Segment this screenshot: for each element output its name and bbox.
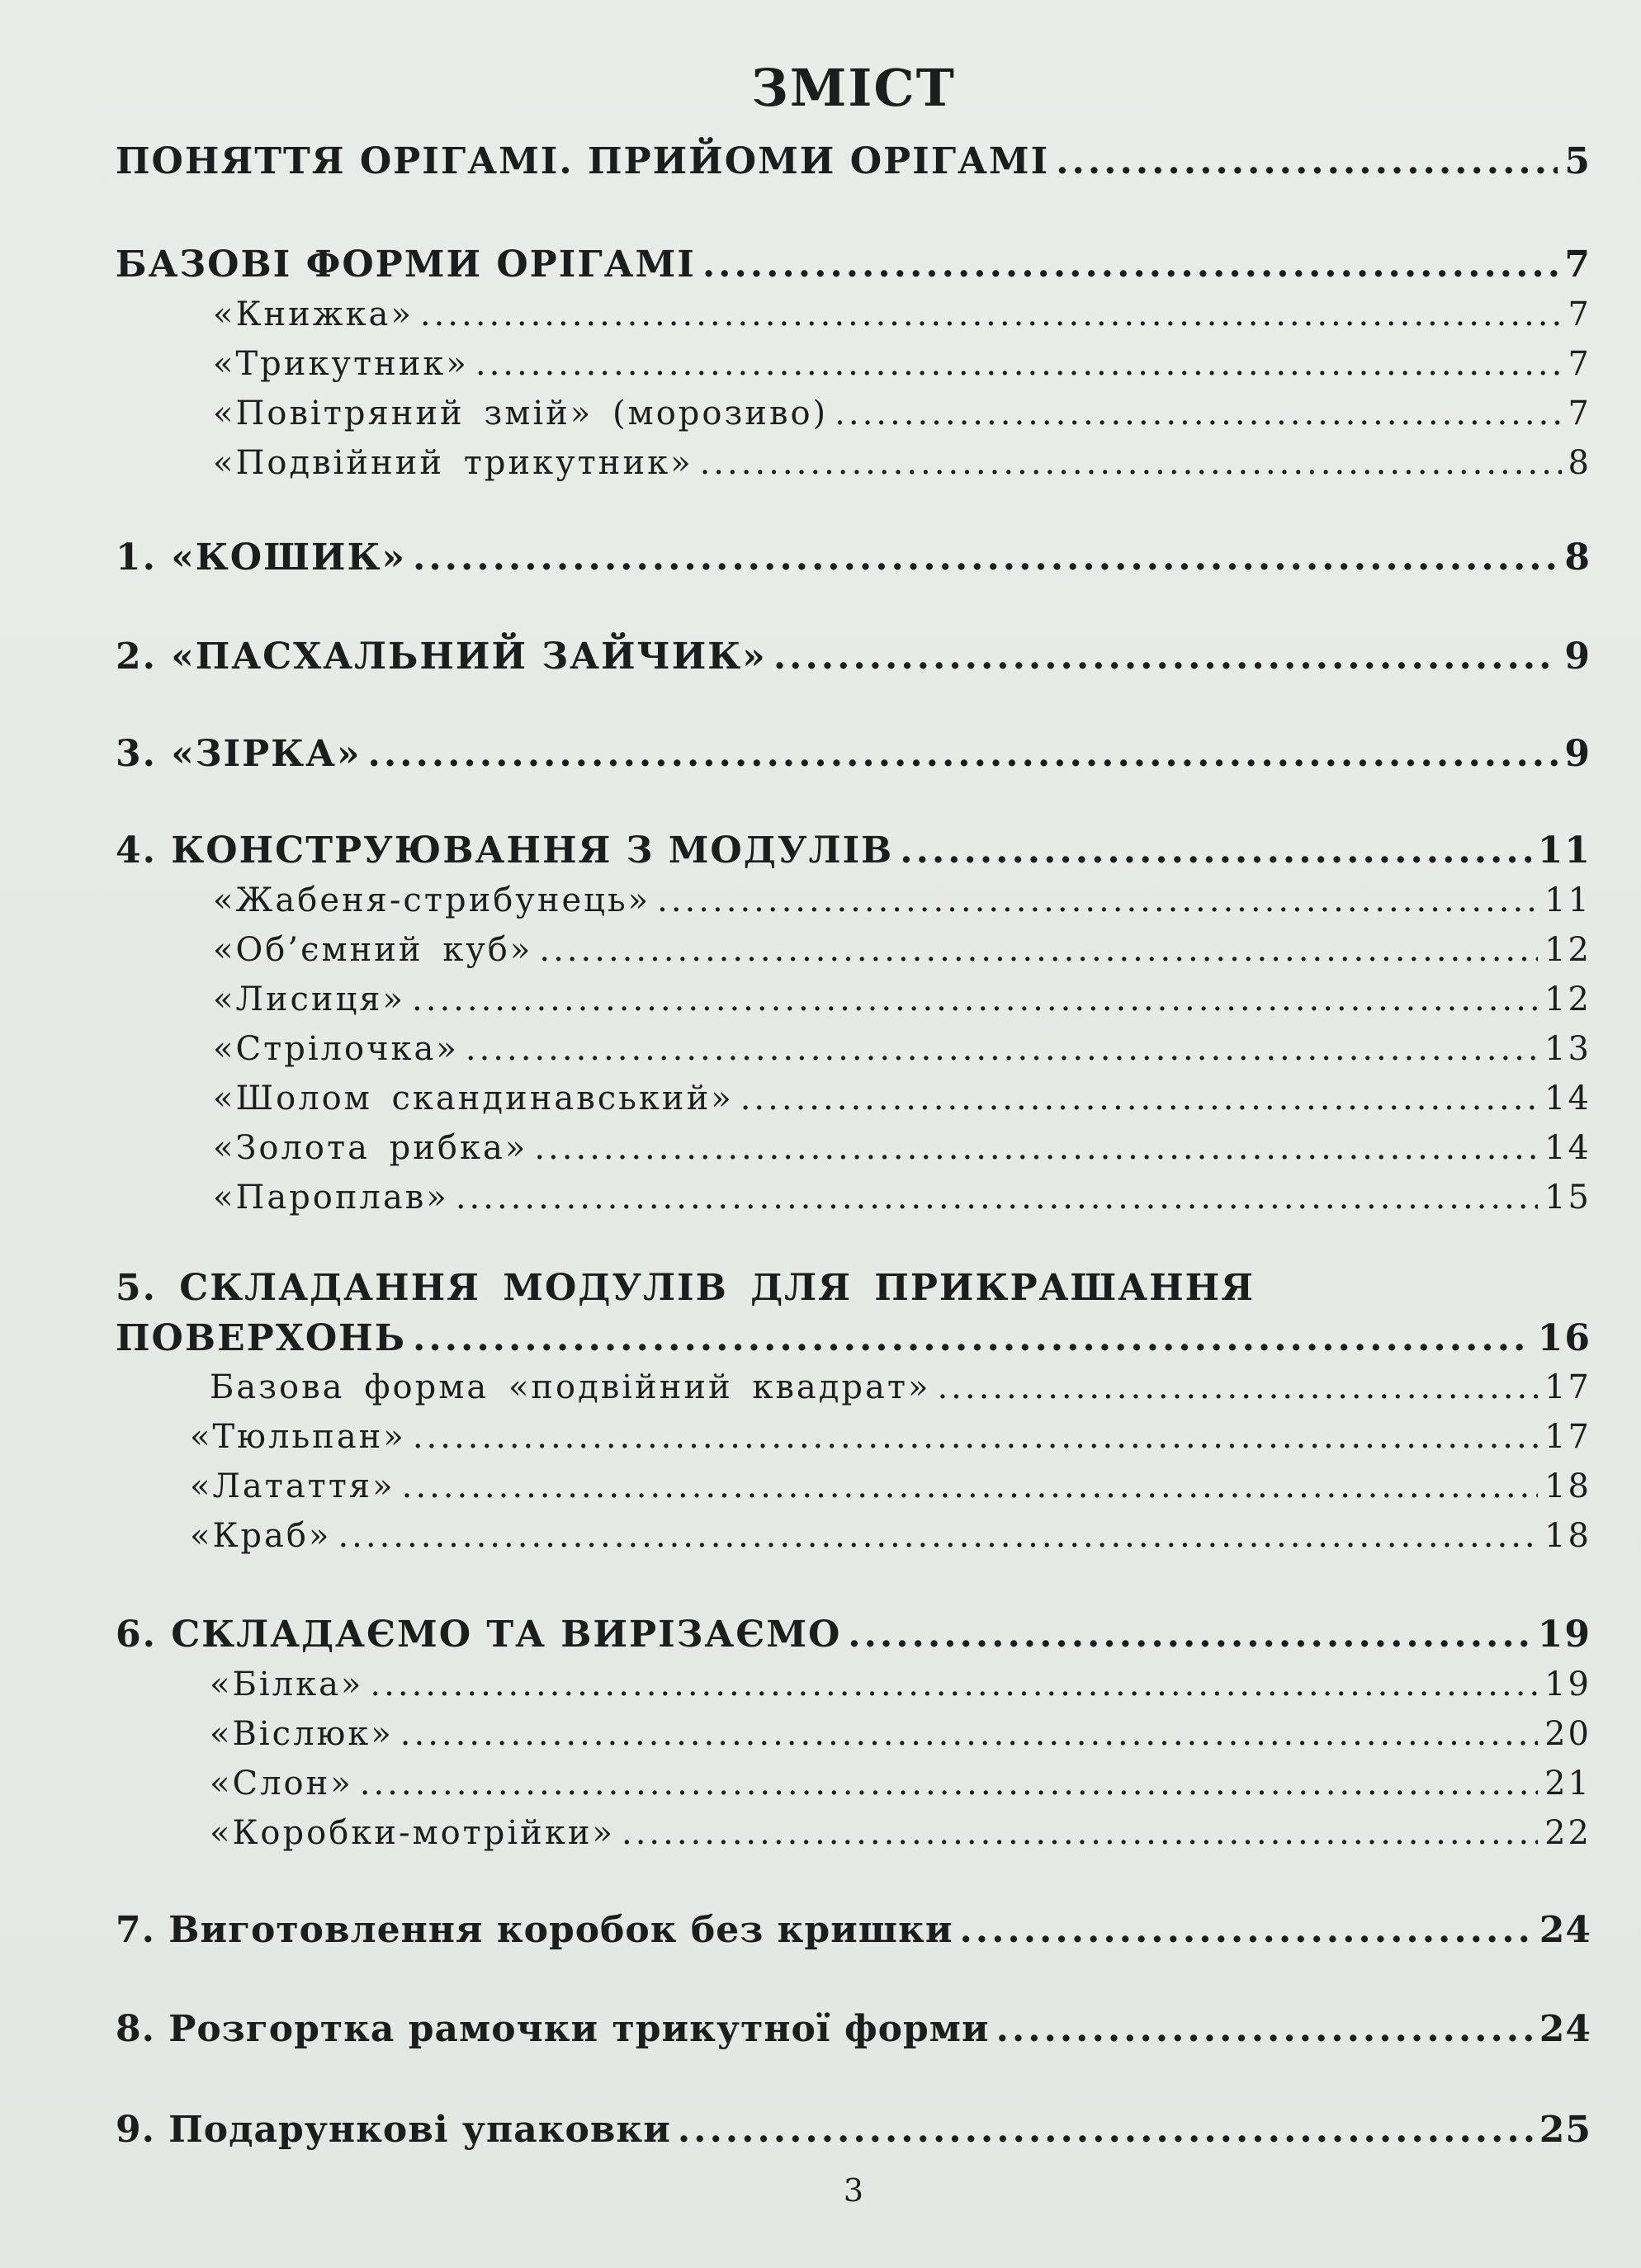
dot-leader	[900, 829, 1531, 872]
page-title: ЗМІСТ	[751, 58, 956, 118]
toc-entry-page: 20	[1544, 1715, 1591, 1753]
toc-entry-page: 14	[1544, 1080, 1591, 1117]
toc-entry-page: 11	[1544, 881, 1591, 919]
toc-entry-page: 12	[1544, 980, 1591, 1018]
toc-entry-page: 22	[1544, 1814, 1591, 1852]
toc-subentry	[213, 1030, 1591, 1068]
toc-subentry	[213, 881, 1591, 919]
dot-leader	[360, 1765, 1538, 1803]
toc-entry-page: 9	[1564, 636, 1591, 678]
toc-entry-page: 7	[1568, 295, 1591, 333]
toc-entry-page: 14	[1544, 1129, 1591, 1167]
toc-entry-page: 12	[1544, 931, 1591, 969]
toc-entry-page: 18	[1544, 1517, 1591, 1555]
dot-leader	[848, 1614, 1530, 1656]
toc-entry	[116, 243, 1591, 286]
toc-entry	[116, 636, 1591, 678]
toc-entry-label: «Трикутник»	[213, 345, 469, 383]
toc-subentry	[213, 931, 1591, 969]
toc-entry	[116, 140, 1591, 182]
toc-entry-label: «Латаття»	[190, 1467, 395, 1505]
toc-entry-label: БАЗОВІ ФОРМИ ОРІГАМІ	[116, 243, 696, 286]
toc-entry-label: ПОНЯТТЯ ОРІГАМІ. ПРИЙОМИ ОРІГАМІ	[116, 140, 1050, 182]
dot-leader	[413, 1418, 1538, 1456]
toc-entry-page: 13	[1544, 1030, 1591, 1068]
toc-entry-label: «Краб»	[190, 1517, 332, 1555]
toc-subentry	[210, 1368, 1591, 1406]
dot-leader	[996, 2008, 1533, 2050]
toc-entry-label: «Жабеня-стрибунець»	[213, 881, 651, 919]
toc-entry-label: «Шолом скандинавський»	[213, 1080, 734, 1117]
toc-subentry	[190, 1467, 1591, 1505]
toc-entry-page: 15	[1544, 1179, 1591, 1217]
toc-entry	[116, 2008, 1591, 2050]
dot-leader	[456, 1179, 1538, 1217]
toc-subentry	[213, 1129, 1591, 1167]
dot-leader	[402, 1467, 1538, 1505]
toc-entry-page: 9	[1564, 733, 1591, 775]
toc-entry-page: 11	[1537, 829, 1591, 872]
toc-entry-page: 7	[1568, 395, 1591, 432]
toc-entry-label: «Золота рибка»	[213, 1129, 528, 1167]
dot-leader	[466, 1030, 1538, 1068]
toc-entry-label: «Лисиця»	[213, 980, 406, 1018]
toc-entry-label: 6. СКЛАДАЄМО ТА ВИРІЗАЄМО	[116, 1614, 842, 1656]
toc-entry-page: 19	[1544, 1666, 1591, 1703]
toc-entry-label: 2. «ПАСХАЛЬНИЙ ЗАЙЧИК»	[116, 636, 767, 678]
toc-entry-label: 1. «КОШИК»	[116, 536, 406, 579]
toc-entry-page: 18	[1544, 1467, 1591, 1505]
toc-entry	[116, 536, 1591, 579]
toc-entry-page: 21	[1544, 1765, 1591, 1803]
toc-subentry	[213, 1179, 1591, 1217]
toc-entry-label: Базова форма «подвійний квадрат»	[210, 1368, 931, 1406]
page-number: 3	[843, 2172, 864, 2209]
dot-leader	[370, 1666, 1538, 1703]
toc-entry-label: «Подвійний трикутник»	[213, 444, 693, 482]
toc-subentry	[213, 295, 1591, 333]
dot-leader	[740, 1080, 1538, 1117]
dot-leader	[1056, 140, 1558, 182]
toc-entry-label: 7. Виготовлення коробок без кришки	[116, 1909, 953, 1951]
toc-subentry	[213, 345, 1591, 383]
toc-subentry	[210, 1666, 1591, 1703]
dot-leader	[959, 1909, 1532, 1951]
dot-leader	[678, 2109, 1533, 2151]
toc-entry-label: «Повітряний змій» (морозиво)	[213, 395, 829, 432]
toc-subentry	[190, 1517, 1591, 1555]
toc-entry-page: 8	[1568, 444, 1591, 482]
toc-subentry	[213, 444, 1591, 482]
toc-entry-label: «Об’ємний куб»	[213, 931, 533, 969]
toc-entry-label: «Слон»	[210, 1765, 353, 1803]
toc-entry-label: 8. Розгортка рамочки трикутної форми	[116, 2008, 990, 2050]
dot-leader	[534, 1129, 1538, 1167]
toc-entry-page: 17	[1544, 1418, 1591, 1456]
toc-entry-page: 24	[1539, 2008, 1591, 2050]
dot-leader	[657, 881, 1538, 919]
toc-subentry	[213, 980, 1591, 1018]
toc-entry-label: 4. КОНСТРУЮВАННЯ З МОДУЛІВ	[116, 829, 894, 872]
dot-leader	[413, 1317, 1531, 1359]
dot-leader	[539, 931, 1538, 969]
dot-leader	[413, 536, 1558, 579]
toc-subentry	[210, 1765, 1591, 1803]
dot-leader	[702, 243, 1558, 286]
toc-entry	[116, 1614, 1591, 1656]
dot-leader	[338, 1517, 1538, 1555]
dot-leader	[835, 395, 1561, 432]
toc-entry-page: 7	[1568, 345, 1591, 383]
toc-entry-label: «Тюльпан»	[190, 1418, 406, 1456]
toc-entry-page: 24	[1539, 1909, 1591, 1951]
toc-entry-label: «Коробки-мотрійки»	[210, 1814, 615, 1852]
toc-entry	[116, 733, 1591, 775]
toc-entry-label: 3. «ЗІРКА»	[116, 733, 362, 775]
toc-entry-page: 16	[1537, 1317, 1591, 1359]
dot-leader	[412, 980, 1538, 1018]
toc-entry	[116, 829, 1591, 872]
toc-entry-page: 5	[1564, 140, 1591, 182]
toc-entry-label: «Пароплав»	[213, 1179, 449, 1217]
toc-entry-label: «Білка»	[210, 1666, 364, 1703]
toc-entry-page: 7	[1564, 243, 1591, 286]
dot-leader	[368, 733, 1558, 775]
toc-entry-page: 19	[1537, 1614, 1591, 1656]
toc-entry-page: 25	[1539, 2109, 1591, 2151]
dot-leader	[400, 1715, 1538, 1753]
toc-entry-label: «Стрілочка»	[213, 1030, 459, 1068]
toc-subentry	[210, 1715, 1591, 1753]
dot-leader	[937, 1368, 1538, 1406]
toc-entry-label: 9. Подарункові упаковки	[116, 2109, 671, 2151]
toc-entry-page: 17	[1544, 1368, 1591, 1406]
toc-entry-label: ПОВЕРХОНЬ	[116, 1317, 407, 1359]
toc-entry	[116, 1317, 1591, 1359]
toc-entry-label: «Книжка»	[213, 295, 414, 333]
toc-entry-label: «Віслюк»	[210, 1715, 394, 1753]
dot-leader	[475, 345, 1562, 383]
toc-entry	[116, 2109, 1591, 2151]
dot-leader	[700, 444, 1562, 482]
toc-entry	[116, 1909, 1591, 1951]
toc-subentry	[213, 395, 1591, 432]
toc-entry-heading-line: 5. СКЛАДАННЯ МОДУЛІВ ДЛЯ ПРИКРАШАННЯ	[116, 1267, 1256, 1309]
toc-subentry	[210, 1814, 1591, 1852]
dot-leader	[420, 295, 1562, 333]
toc-subentry	[190, 1418, 1591, 1456]
toc-subentry	[213, 1080, 1591, 1117]
dot-leader	[622, 1814, 1538, 1852]
dot-leader	[773, 636, 1558, 678]
toc-entry-page: 8	[1564, 536, 1591, 579]
